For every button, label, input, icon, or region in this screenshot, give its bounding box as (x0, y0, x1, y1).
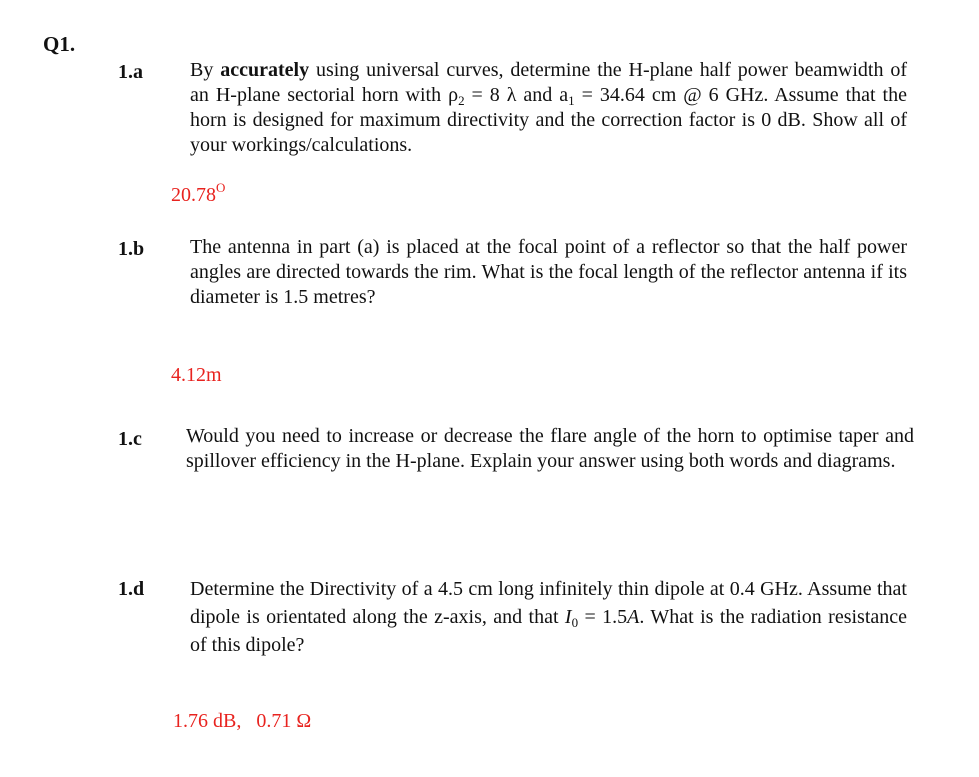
part-label-1a: 1.a (118, 61, 143, 83)
question-title: Q1. (43, 32, 76, 56)
current-symbol: I (564, 606, 572, 628)
answer-1a-value: 20.78 (171, 184, 216, 206)
rho-subscript: 2 (458, 93, 465, 108)
part-label-1d: 1.d (118, 578, 145, 600)
part-1a-text-1: using universal curves, determine the H-plane half power beamwidth of an H-plane sectorial horn with ρ (190, 59, 908, 106)
part-1a-text-3: = 34.64 cm @ 6 GHz. Assume that the horn is designed for maximum directivity and the correction factor is 0 dB. Show all of your workings/calculations. (190, 84, 907, 156)
current-unit: A (627, 606, 640, 628)
part-1d-text (190, 575, 907, 659)
current-subscript: 0 (571, 615, 579, 630)
part-1a-text-2: = 8 λ and a (464, 84, 569, 106)
part-label-1c: 1.c (118, 428, 142, 450)
part-1d-text-2: . What is the radiation resistance of this dipole? (190, 606, 908, 656)
part-1a-text (190, 58, 907, 158)
part-1d-text-1: Determine the Directivity of a 4.5 cm long infinitely thin dipole at 0.4 GHz. Assume that dipole is orientated along the z-axis, and that (190, 578, 907, 628)
part-label-1b: 1.b (118, 238, 145, 260)
answer-1d: 1.76 dB, 0.71 Ω (173, 710, 312, 732)
current-value: = 1.5 (578, 606, 628, 628)
part-1c-text: Would you need to increase or decrease the flare angle of the horn to optimise taper and spillover efficiency in the H-plane. Explain your answer using both words and diagrams. (186, 425, 914, 472)
part-1a-bold-word: accurately (220, 59, 310, 81)
a-subscript: 1 (568, 93, 575, 108)
answer-1a (171, 180, 226, 207)
part-1a-text-start: By (190, 59, 221, 81)
answer-1b: 4.12m (171, 364, 222, 386)
part-1b-text: The antenna in part (a) is placed at the focal point of a reflector so that the half power angles are directed towards the rim. What is the focal length of the reflector antenna if its diameter is 1.5 metres? (190, 236, 907, 308)
degree-superscript: O (216, 180, 226, 195)
